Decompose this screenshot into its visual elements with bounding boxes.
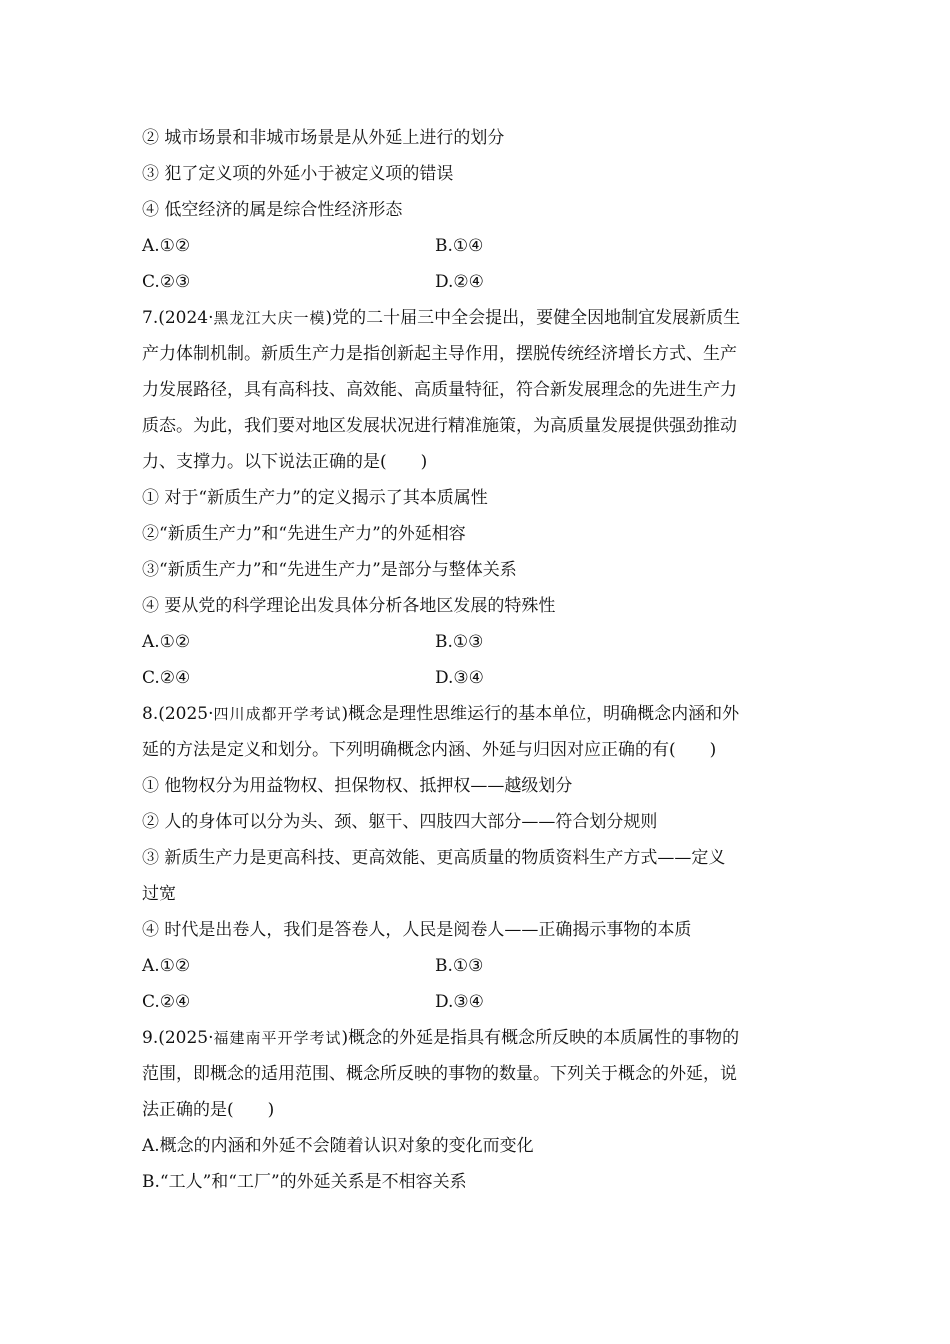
- q7-stem-line-2: 产力体制机制。新质生产力是指创新起主导作用，摆脱传统经济增长方式、生产: [142, 344, 737, 364]
- q9-number: 9.(2025·: [142, 1028, 214, 1048]
- q7-number: 7.(2024·: [142, 308, 214, 328]
- q7-item-1: ① 对于“新质生产力”的定义揭示了其本质属性: [142, 488, 488, 508]
- q8-option-a[interactable]: A.①②: [142, 956, 191, 976]
- q6-options-row-2: [142, 264, 814, 300]
- q9-stem-line-3: 法正确的是( ): [142, 1100, 275, 1120]
- q6-item-2: ② 城市场景和非城市场景是从外延上进行的划分: [142, 128, 505, 148]
- q7-item-3: ③“新质生产力”和“先进生产力”是部分与整体关系: [142, 560, 517, 580]
- q7-option-a[interactable]: A.①②: [142, 632, 191, 652]
- q9-stem: [142, 1020, 814, 1128]
- q7-option-d[interactable]: D.③④: [435, 668, 484, 688]
- q6-option-b[interactable]: B.①④: [435, 236, 484, 256]
- q8-item-3-cont: 过宽: [142, 884, 176, 904]
- q7-stem: [142, 300, 814, 480]
- q8-source: 四川成都开学考试: [213, 705, 342, 723]
- q8-option-b[interactable]: B.①③: [435, 956, 484, 976]
- q7-items: [142, 480, 814, 624]
- q6-options-row-1: [142, 228, 814, 264]
- q8-item-2: ② 人的身体可以分为头、颈、躯干、四肢四大部分——符合划分规则: [142, 812, 658, 832]
- q7-stem-line-1: [142, 300, 814, 336]
- q8-item-1: ① 他物权分为用益物权、担保物权、抵押权——越级划分: [142, 776, 573, 796]
- q7-option-c[interactable]: C.②④: [142, 668, 191, 688]
- q7-stem-line-4: 质态。为此，我们要对地区发展状况进行精准施策，为高质量发展提供强劲推动: [142, 416, 737, 436]
- q9-option-b[interactable]: B.“工人”和“工厂”的外延关系是不相容关系: [142, 1172, 467, 1192]
- q8-option-c[interactable]: C.②④: [142, 992, 191, 1012]
- q9-stem-line-2: 范围，即概念的适用范围、概念所反映的事物的数量。下列关于概念的外延，说: [142, 1064, 737, 1084]
- q8-stem: [142, 696, 814, 768]
- q8-item-3: ③ 新质生产力是更高科技、更高效能、更高质量的物质资料生产方式——定义: [142, 848, 726, 868]
- q7-option-b[interactable]: B.①③: [435, 632, 484, 652]
- exam-page: [142, 120, 814, 1200]
- q8-stem-text-1: )概念是理性思维运行的基本单位，明确概念内涵和外: [341, 704, 740, 724]
- q8-stem-line-2: 延的方法是定义和划分。下列明确概念内涵、外延与归因对应正确的有( ): [142, 740, 717, 760]
- q7-source: 黑龙江大庆一模: [213, 309, 326, 327]
- q7-stem-text-1: )党的二十届三中全会提出，要健全因地制宜发展新质生: [325, 308, 741, 328]
- q9-option-a[interactable]: A.概念的内涵和外延不会随着认识对象的变化而变化: [142, 1136, 534, 1156]
- q7-stem-line-3: 力发展路径，具有高科技、高效能、高质量特征，符合新发展理念的先进生产力: [142, 380, 737, 400]
- q7-options-row-1: [142, 624, 814, 660]
- q9-source: 福建南平开学考试: [213, 1029, 342, 1047]
- q8-number: 8.(2025·: [142, 704, 214, 724]
- q7-options-row-2: [142, 660, 814, 696]
- q8-option-d[interactable]: D.③④: [435, 992, 484, 1012]
- q9-stem-line-1: [142, 1020, 814, 1056]
- q9-stem-text-1: )概念的外延是指具有概念所反映的本质属性的事物的: [341, 1028, 740, 1048]
- q8-options-row-2: [142, 984, 814, 1020]
- q8-options-row-1: [142, 948, 814, 984]
- q6-item-4: ④ 低空经济的属是综合性经济形态: [142, 200, 403, 220]
- q6-option-d[interactable]: D.②④: [435, 272, 484, 292]
- q6-items: [142, 120, 814, 228]
- q7-stem-line-5: 力、支撑力。以下说法正确的是( ): [142, 452, 428, 472]
- q9-items: [142, 1128, 814, 1200]
- q6-item-3: ③ 犯了定义项的外延小于被定义项的错误: [142, 164, 454, 184]
- q7-item-4: ④ 要从党的科学理论出发具体分析各地区发展的特殊性: [142, 596, 556, 616]
- q6-option-a[interactable]: A.①②: [142, 236, 191, 256]
- q6-option-c[interactable]: C.②③: [142, 272, 191, 292]
- q8-item-4: ④ 时代是出卷人，我们是答卷人，人民是阅卷人——正确揭示事物的本质: [142, 920, 692, 940]
- q8-items: [142, 768, 814, 948]
- q7-item-2: ②“新质生产力”和“先进生产力”的外延相容: [142, 524, 466, 544]
- q8-stem-line-1: [142, 696, 814, 732]
